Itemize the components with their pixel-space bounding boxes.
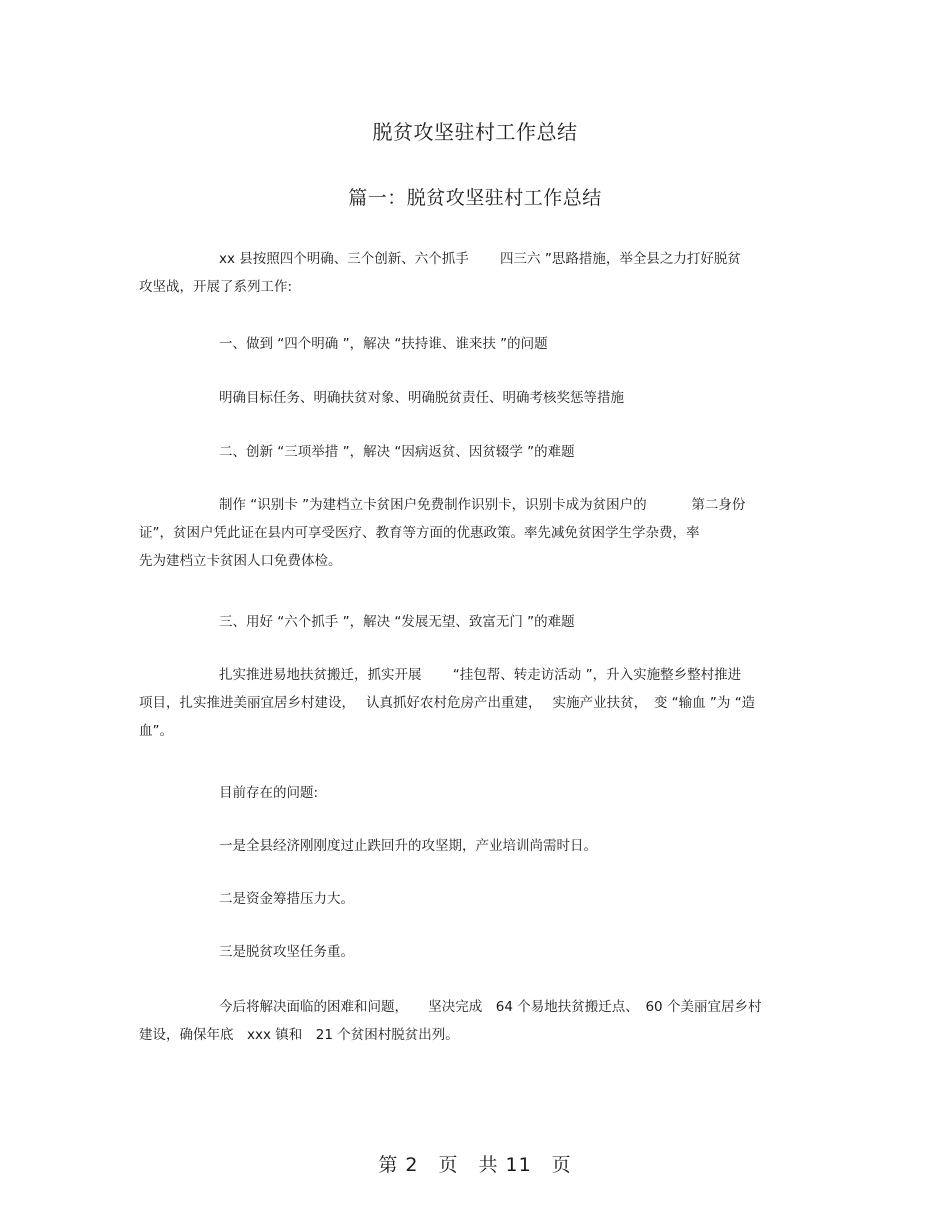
paragraph-problems-heading — [139, 779, 814, 807]
paragraph-line: xx 县按照四个明确、三个创新、六个抓手 四三六 ”思路措施，举全县之力打好脱贫 — [219, 251, 741, 267]
paragraph-line: 建设，确保年底 xxx 镇和 21 个贫困村脱贫出列。 — [139, 1027, 459, 1043]
paragraph-line: 目前存在的问题: — [219, 785, 319, 801]
paragraph-line: 今后将解决面临的困难和问题， 坚决完成 64 个易地扶贫搬迁点、 60 个美丽宜居乡村 — [219, 999, 762, 1015]
section-heading-3 — [139, 608, 814, 636]
document-subtitle: 篇一：脱贫攻坚驻村工作总结 — [348, 187, 602, 209]
paragraph-line: 项目，扎实推进美丽宜居乡村建设， 认真抓好农村危房产出重建， 实施产业扶贫， 变 “输血 ”为 “造 — [139, 695, 756, 711]
paragraph-line: 三、用好 “六个抓手 ”，解决 “发展无望、致富无门 ”的难题 — [219, 614, 575, 630]
paragraph-line: 先为建档立卡贫困人口免费体检。 — [139, 553, 342, 569]
paragraph-line: 证”，贫困户凭此证在县内可享受医疗、教育等方面的优惠政策。率先减免贫困学生学杂费，率 — [139, 525, 700, 541]
section-heading-2 — [139, 438, 814, 466]
paragraph-id-card — [139, 491, 814, 575]
paragraph-line: 一是全县经济刚刚度过止跌回升的攻坚期，产业培训尚需时日。 — [219, 838, 597, 854]
paragraph-line: 三是脱贫攻坚任务重。 — [219, 944, 354, 960]
paragraph-line: 明确目标任务、明确扶贫对象、明确脱贫责任、明确考核奖惩等措施 — [219, 390, 624, 406]
paragraph-line: 扎实推进易地扶贫搬迁，抓实开展 “挂包帮、转走访活动 ”，升入实施整乡整村推进 — [219, 667, 742, 683]
paragraph-line: 一、做到 “四个明确 ”，解决 “扶持谁、谁来扶 ”的问题 — [219, 336, 548, 352]
paragraph-line: 制作 “识别卡 ”为建档立卡贫困户免费制作识别卡，识别卡成为贫困户的 第二身份 — [219, 497, 746, 513]
page-number-footer: 第 2 页 共 11 页 — [378, 1154, 572, 1176]
paragraph-intro — [139, 245, 814, 301]
paragraph-six-measures — [139, 661, 814, 745]
paragraph-problem-1 — [139, 832, 814, 860]
paragraph-line: 攻坚战，开展了系列工作: — [139, 279, 293, 295]
document-title: 脱贫攻坚驻村工作总结 — [372, 120, 578, 144]
paragraph-line: 二是资金筹措压力大。 — [219, 891, 354, 907]
paragraph-measures — [139, 384, 814, 412]
paragraph-line: 二、创新 “三项举措 ”，解决 “因病返贫、因贫辍学 ”的难题 — [219, 444, 575, 460]
paragraph-problem-3 — [139, 938, 814, 966]
section-heading-1 — [139, 330, 814, 358]
paragraph-line: 血”。 — [139, 723, 173, 739]
paragraph-problem-2 — [139, 885, 814, 913]
paragraph-plans — [139, 993, 814, 1049]
